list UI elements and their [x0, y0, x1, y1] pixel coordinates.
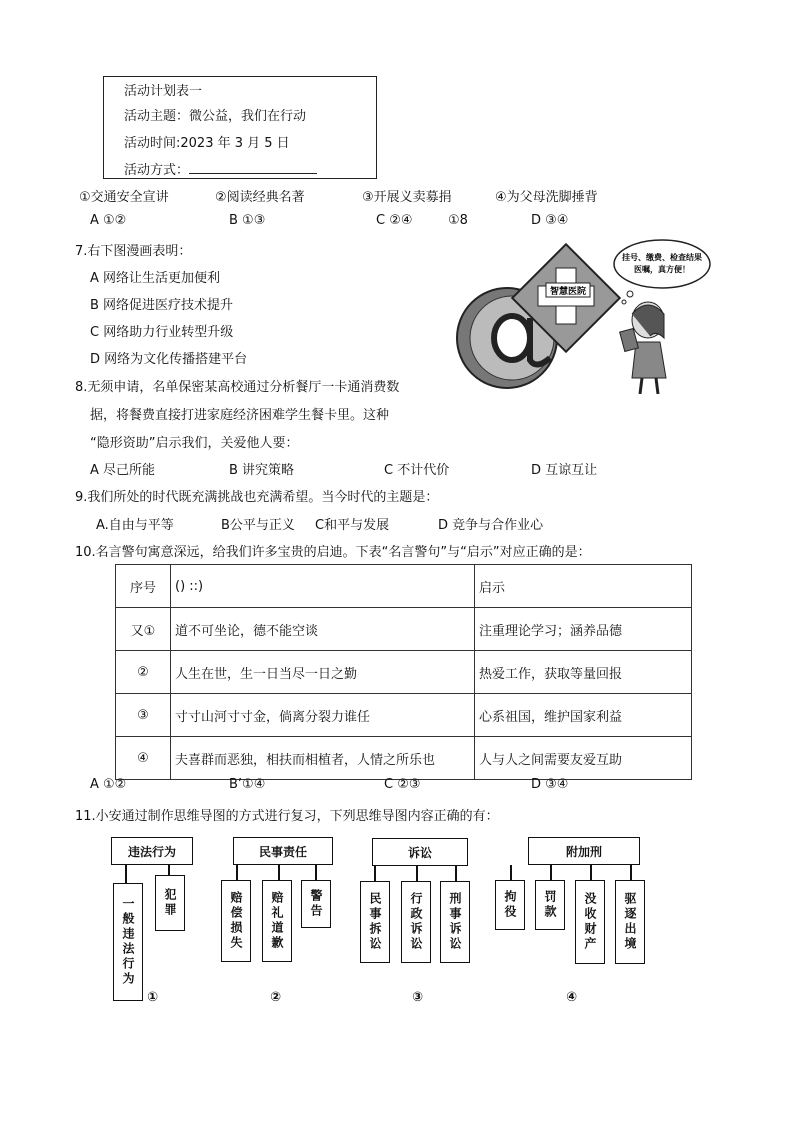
hospital-sign: 智慧医院 — [549, 287, 587, 297]
q8-line-1: 8.无须申请，名单保密某高校通过分析餐厅一卡通消费数 — [75, 380, 400, 395]
row-insight: 注重理论学习；涵养品德 — [475, 608, 692, 651]
mindmap-3-child-2: 行政诉讼 — [401, 881, 431, 963]
q8-choice-c: C 不计代价 — [384, 463, 450, 478]
plan-theme: 活动主题：微公益，我们在行动 — [124, 109, 307, 124]
q7-choice-d: D 网络为文化传播搭建平台 — [90, 352, 248, 367]
q8-choice-b: B 讲究策略 — [229, 463, 295, 478]
motto-table — [115, 564, 692, 780]
q6-option-3: ③开展义卖募捐 — [362, 190, 452, 205]
mindmap-2-child-1: 赔偿损失 — [221, 880, 251, 962]
mindmap-4-root: 附加刑 — [528, 837, 640, 865]
table-row — [116, 737, 692, 780]
q9-stem: 9.我们所处的时代既充满挑战也充满希望。当今时代的主题是： — [75, 490, 439, 505]
header-motto: () ::) — [171, 565, 475, 608]
mindmap-4-number: ④ — [566, 990, 578, 1005]
plan-method: 活动方式： — [124, 159, 317, 178]
mindmap-1-number: ① — [147, 990, 159, 1005]
plan-time: 活动时间:2023 年 3 月 5 日 — [124, 136, 290, 151]
q6-answer-extra: ①8 — [448, 213, 468, 228]
row-motto: 夫喜群而恶独，相扶而相植者，人情之所乐也 — [171, 737, 475, 780]
q6-answer-d: D ③④ — [531, 213, 569, 228]
header-index: 序号 — [116, 565, 171, 608]
q10-answer-a: A ①② — [90, 777, 127, 792]
answer-blank — [189, 161, 317, 174]
row-motto: 寸寸山河寸寸金，倘离分裂力谁任 — [171, 694, 475, 737]
svg-text:医嘱，真方便！: 医嘱，真方便！ — [634, 265, 690, 274]
q9-choice-c: C和平与发展 — [315, 518, 390, 533]
q6-option-1: ①交通安全宣讲 — [79, 190, 169, 205]
q8-choice-d: D 互谅互让 — [531, 463, 598, 478]
table-row — [116, 651, 692, 694]
mindmap-4-child-2: 罚款 — [535, 880, 565, 930]
mindmap-1-root: 违法行为 — [111, 837, 193, 865]
mindmap-1-child-2: 犯罪 — [155, 875, 185, 931]
smart-hospital-cartoon — [450, 238, 712, 394]
mindmap-2-child-2: 赔礼道歉 — [262, 880, 292, 962]
row-index: ③ — [116, 694, 171, 737]
mindmap-4-child-4: 驱逐出境 — [615, 880, 645, 964]
q10-answer-c: C ②③ — [384, 777, 421, 792]
q9-choice-a: A.自由与平等 — [96, 518, 174, 533]
q8-line-3: “隐形资助”启示我们，关爱他人要： — [90, 436, 299, 451]
mindmap-3-child-3: 刑事诉讼 — [440, 881, 470, 963]
table-row — [116, 694, 692, 737]
q7-choice-a: A 网络让生活更加便利 — [90, 271, 221, 286]
mindmap-3-number: ③ — [412, 990, 424, 1005]
mindmap-1-child-1: 一般违法行为 — [113, 883, 143, 1001]
q11-stem: 11.小安通过制作思维导图的方式进行复习，下列思维导图内容正确的有： — [75, 809, 499, 824]
q10-stem: 10.名言警句寓意深远，给我们许多宝贵的启迪。下表“名言警句”与“启示”对应正确的是： — [75, 545, 591, 560]
q10-answer-d: D ③④ — [531, 777, 569, 792]
q9-choice-d: D 竞争与合作业心 — [438, 518, 544, 533]
table-header-row — [116, 565, 692, 608]
q10-answer-b: B’①④ — [229, 777, 266, 792]
mindmap-3-child-1: 民事拆讼 — [360, 881, 390, 963]
row-index: ② — [116, 651, 171, 694]
row-motto: 道不可坐论，德不能空谈 — [171, 608, 475, 651]
row-index: 又① — [116, 608, 171, 651]
q6-answer-b: B ①③ — [229, 213, 266, 228]
q6-answer-c: C ②④ — [376, 213, 413, 228]
row-insight: 人与人之间需要友爱互助 — [475, 737, 692, 780]
row-insight: 心系祖国，维护国家利益 — [475, 694, 692, 737]
mindmap-2-child-3: 警告 — [301, 880, 331, 928]
header-insight: 启示 — [475, 565, 692, 608]
plan-title: 活动计划表一 — [124, 84, 203, 99]
q9-choice-b: B公平与正义 — [221, 518, 295, 533]
q6-option-4: ④为父母洗脚捶背 — [495, 190, 598, 205]
mindmap-2-root: 民事责任 — [233, 837, 333, 865]
q7-choice-b: B 网络促进医疗技术提升 — [90, 298, 234, 313]
q8-choice-a: A 尽己所能 — [90, 463, 156, 478]
row-index: ④ — [116, 737, 171, 780]
row-insight: 热爱工作，获取等量回报 — [475, 651, 692, 694]
mindmap-2-number: ② — [270, 990, 282, 1005]
q7-stem: 7.右下图漫画表明： — [75, 244, 192, 259]
q6-answer-a: A ①② — [90, 213, 127, 228]
table-row — [116, 608, 692, 651]
q8-line-2: 据，将餐费直接打进家庭经济困难学生餐卡里。这种 — [90, 408, 390, 423]
q6-option-2: ②阅读经典名著 — [215, 190, 305, 205]
q7-choice-c: C 网络助力行业转型升级 — [90, 325, 234, 340]
mindmap-3-root: 诉讼 — [372, 838, 468, 866]
svg-text:挂号、缴费、检查结果: 挂号、缴费、检查结果 — [622, 253, 702, 262]
mindmap-4-child-3: 没收财产 — [575, 880, 605, 964]
mindmap-4-child-1: 拘役 — [495, 880, 525, 930]
row-motto: 人生在世，生一日当尽一日之勤 — [171, 651, 475, 694]
